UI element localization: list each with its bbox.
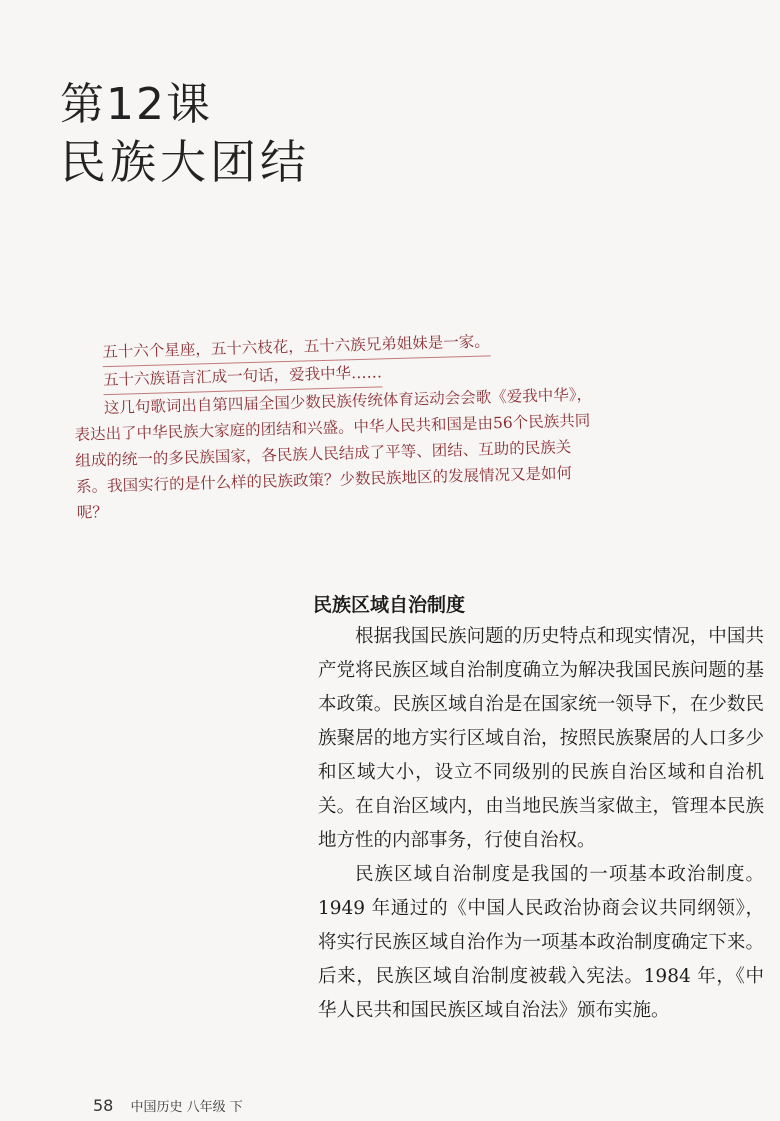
- intro-block: [72, 325, 597, 525]
- lesson-title: 民族大团结: [60, 135, 310, 189]
- body-paragraph-2: 民族区域自治制度是我国的一项基本政治制度。1949 年通过的《中国人民政治协商会议共同纲领》，将实行民族区域自治作为一项基本政治制度确定下来。后来，民族区域自治制度被载入宪法。1984 年，《中华人民共和国民族区域自治法》颁布实施。: [318, 864, 764, 1021]
- page-number: 58: [93, 1096, 114, 1115]
- body-paragraph-1: 根据我国民族问题的历史特点和现实情况，中国共产党将民族区域自治制度确立为解决我国民族问题的基本政策。民族区域自治是在国家统一领导下，在少数民族聚居的地方实行区域自治，按照民族聚居的人口多少和区域大小，设立不同级别的民族自治区域和自治机关。在自治区域内，由当地民族当家做主，管理本民族地方性的内部事务，行使自治权。: [318, 626, 764, 851]
- section-body: [318, 620, 764, 1028]
- page-footer: [93, 1096, 243, 1115]
- intro-paragraph: 这几句歌词出自第四届全国少数民族传统体育运动会会歌《爱我中华》，表达出了中华民族大家庭的团结和兴盛。中华人民共和国是由56个民族共同组成的统一的多民族国家，各民族人民结成了平等、团结、互助的民族关系。我国实行的是什么样的民族政策？少数民族地区的发展情况又是如何呢？: [74, 385, 593, 522]
- lyric-line-1: 五十六个星座，五十六枝花，五十六族兄弟姐妹是一家。: [102, 328, 490, 367]
- lesson-number: 第12课: [60, 79, 212, 130]
- section-heading: 民族区域自治制度: [313, 594, 466, 616]
- book-title: 中国历史 八年级 下: [130, 1100, 243, 1115]
- lyric-line-2: 五十六族语言汇成一句话，爱我中华……: [103, 359, 383, 395]
